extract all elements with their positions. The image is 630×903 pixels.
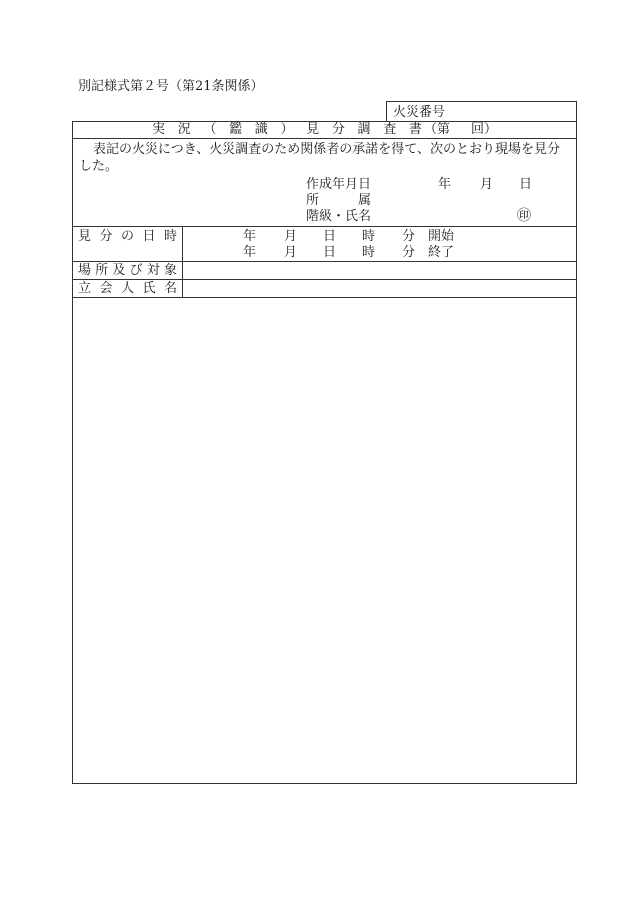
inspection-body-area[interactable] [73, 298, 576, 783]
title-char: ） [280, 122, 294, 137]
document-title [152, 123, 422, 136]
label-char: 名 [163, 281, 177, 296]
title-char: 鑑 [229, 122, 243, 137]
label-char: 象 [163, 263, 177, 278]
title-char: 査 [383, 122, 397, 137]
label-char: 立 [78, 281, 92, 296]
label-char: の [120, 229, 134, 244]
title-char: 見 [306, 122, 320, 137]
label-char: 所 [95, 263, 109, 278]
start-minute: 分 [402, 229, 416, 244]
creation-month: 月 [480, 177, 494, 192]
inspection-datetime-label [78, 230, 177, 243]
label-char: 時 [163, 229, 177, 244]
title-char: （ [203, 122, 217, 137]
label-char: 会 [99, 281, 113, 296]
end-year: 年 [243, 245, 257, 260]
title-char: 実 [152, 122, 166, 137]
title-char: 況 [177, 122, 191, 137]
creation-date-label: 作成年月日 [306, 177, 372, 192]
end-status: 終了 [428, 245, 455, 260]
title-number-field[interactable] [452, 122, 470, 137]
seal-mark: ㊞ [517, 208, 531, 224]
end-minute: 分 [402, 245, 416, 260]
label-char: 見 [78, 229, 92, 244]
label-column-divider [182, 226, 183, 298]
rank-name-label: 階級・氏名 [306, 209, 372, 224]
creation-year: 年 [438, 177, 452, 192]
title-char: 分 [331, 122, 345, 137]
label-char: 場 [78, 263, 92, 278]
fire-number-label: 火災番号 [393, 105, 446, 120]
intro-line-2: した。 [79, 159, 119, 174]
end-month: 月 [284, 245, 298, 260]
label-char: び [129, 263, 143, 278]
affiliation-char: 属 [357, 193, 371, 208]
header-divider [72, 226, 577, 227]
label-char: 氏 [142, 281, 156, 296]
label-char: 及 [112, 263, 126, 278]
witness-label [78, 282, 177, 295]
label-char: 対 [146, 263, 160, 278]
label-char: 人 [120, 281, 134, 296]
place-target-field[interactable] [184, 262, 576, 278]
start-year: 年 [243, 229, 257, 244]
end-hour: 時 [362, 245, 376, 260]
start-hour: 時 [362, 229, 376, 244]
title-number-close: 回） [471, 122, 498, 137]
place-target-label [78, 264, 177, 277]
form-label: 別記様式第２号（第21条関係） [78, 79, 264, 94]
label-char: 分 [99, 229, 113, 244]
affiliation-label [306, 194, 371, 207]
intro-line-1: 表記の火災につき、火災調査のため関係者の承諾を得て、次のとおり現場を見分 [93, 142, 560, 157]
start-day: 日 [323, 229, 337, 244]
title-number-open: （第 [424, 122, 451, 137]
title-divider [72, 138, 577, 139]
witness-field[interactable] [184, 280, 576, 296]
end-day: 日 [323, 245, 337, 260]
title-char: 調 [357, 122, 371, 137]
title-char: 識 [254, 122, 268, 137]
affiliation-char: 所 [306, 193, 320, 208]
label-char: 日 [142, 229, 156, 244]
creation-day: 日 [519, 177, 533, 192]
start-month: 月 [284, 229, 298, 244]
title-char: 書 [408, 122, 422, 137]
fire-number-box[interactable] [386, 101, 577, 122]
start-status: 開始 [428, 229, 455, 244]
